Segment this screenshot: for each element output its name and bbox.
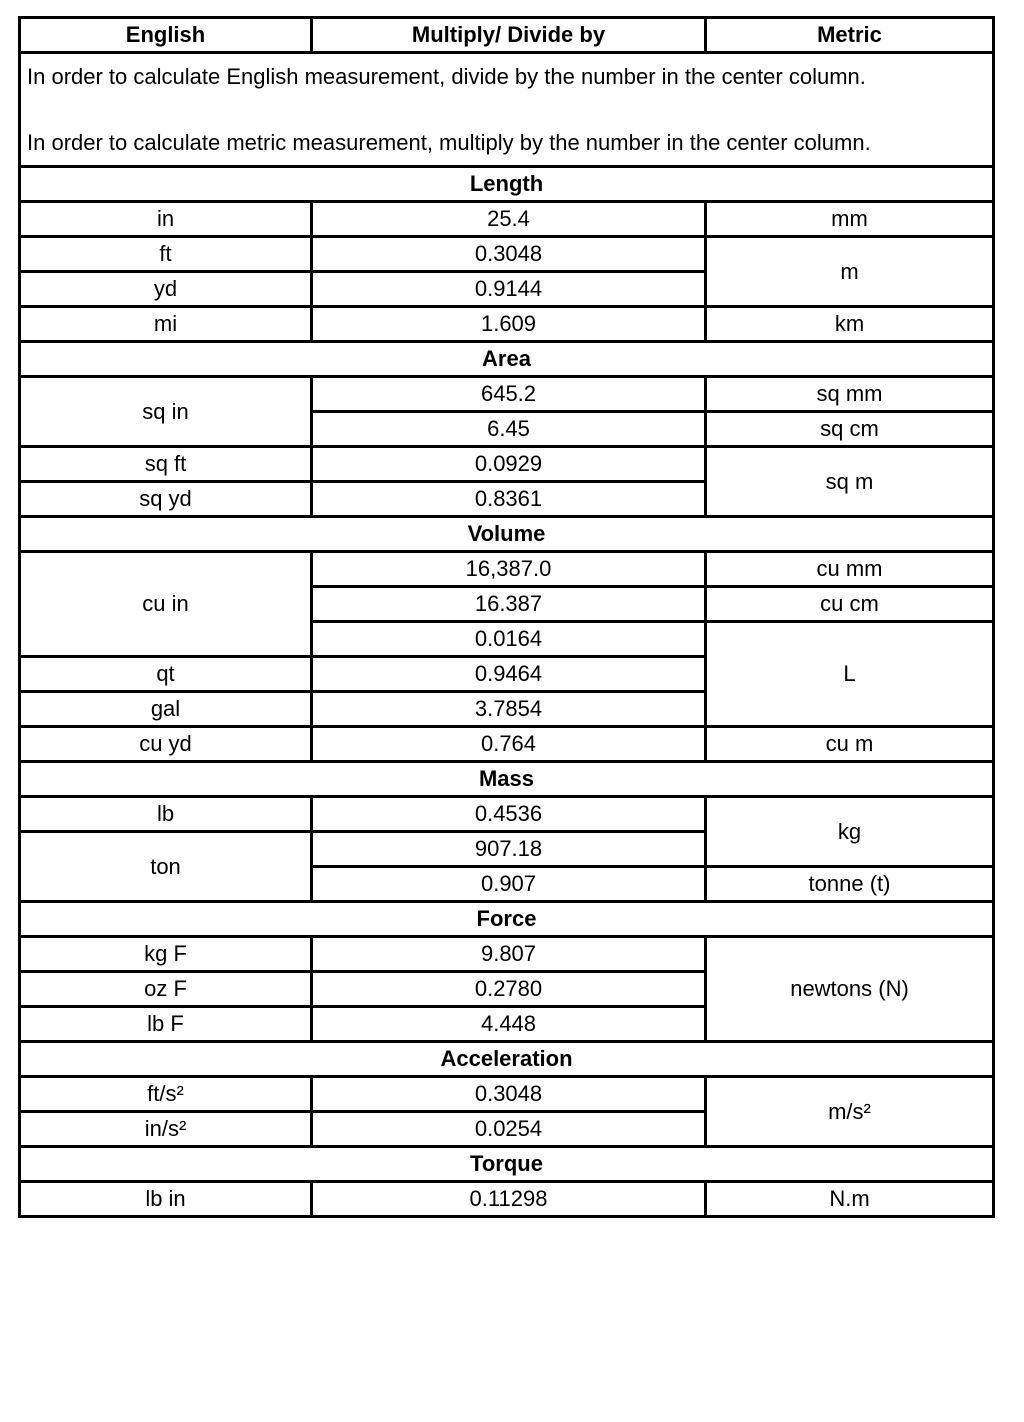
section-row <box>20 342 994 377</box>
english-unit: in/s² <box>20 1112 312 1147</box>
conversion-factor: 3.7854 <box>312 692 706 727</box>
metric-unit: L <box>706 622 994 727</box>
instruction-metric: In order to calculate metric measurement, multiply by the number in the center column. <box>27 130 871 155</box>
section-title-volume: Volume <box>20 517 994 552</box>
metric-unit: N.m <box>706 1182 994 1217</box>
metric-unit: sq m <box>706 447 994 517</box>
conversion-factor: 9.807 <box>312 937 706 972</box>
table-row <box>20 1077 994 1112</box>
table-row <box>20 797 994 832</box>
table-row <box>20 1182 994 1217</box>
metric-unit: cu mm <box>706 552 994 587</box>
english-unit: sq in <box>20 377 312 447</box>
table-row <box>20 447 994 482</box>
conversion-factor: 0.9144 <box>312 272 706 307</box>
conversion-factor: 0.2780 <box>312 972 706 1007</box>
conversion-factor: 0.8361 <box>312 482 706 517</box>
english-unit: cu in <box>20 552 312 657</box>
conversion-factor: 0.3048 <box>312 1077 706 1112</box>
section-title-length: Length <box>20 167 994 202</box>
english-unit: lb <box>20 797 312 832</box>
metric-unit: km <box>706 307 994 342</box>
english-unit: lb in <box>20 1182 312 1217</box>
table-row <box>20 237 994 272</box>
conversion-factor: 0.4536 <box>312 797 706 832</box>
metric-unit: m <box>706 237 994 307</box>
metric-unit: sq cm <box>706 412 994 447</box>
english-unit: ft/s² <box>20 1077 312 1112</box>
header-english: English <box>20 18 312 53</box>
section-row <box>20 1042 994 1077</box>
metric-unit: mm <box>706 202 994 237</box>
english-unit: sq ft <box>20 447 312 482</box>
metric-unit: sq mm <box>706 377 994 412</box>
conversion-factor: 1.609 <box>312 307 706 342</box>
metric-unit: cu m <box>706 727 994 762</box>
english-unit: yd <box>20 272 312 307</box>
section-title-torque: Torque <box>20 1147 994 1182</box>
conversion-factor: 0.0164 <box>312 622 706 657</box>
conversion-factor: 16.387 <box>312 587 706 622</box>
conversion-factor: 4.448 <box>312 1007 706 1042</box>
table-row <box>20 377 994 412</box>
table-row <box>20 937 994 972</box>
metric-unit: tonne (t) <box>706 867 994 902</box>
table-row <box>20 552 994 587</box>
english-unit: in <box>20 202 312 237</box>
conversion-table <box>18 16 995 1218</box>
conversion-factor: 0.3048 <box>312 237 706 272</box>
table-row <box>20 727 994 762</box>
section-row <box>20 1147 994 1182</box>
conversion-factor: 0.0254 <box>312 1112 706 1147</box>
header-metric: Metric <box>706 18 994 53</box>
conversion-factor: 6.45 <box>312 412 706 447</box>
section-title-acceleration: Acceleration <box>20 1042 994 1077</box>
conversion-factor: 25.4 <box>312 202 706 237</box>
conversion-factor: 0.11298 <box>312 1182 706 1217</box>
conversion-factor: 0.9464 <box>312 657 706 692</box>
english-unit: oz F <box>20 972 312 1007</box>
section-row <box>20 517 994 552</box>
english-unit: cu yd <box>20 727 312 762</box>
english-unit: mi <box>20 307 312 342</box>
section-title-mass: Mass <box>20 762 994 797</box>
english-unit: kg F <box>20 937 312 972</box>
english-unit: lb F <box>20 1007 312 1042</box>
conversion-factor: 0.764 <box>312 727 706 762</box>
section-row <box>20 762 994 797</box>
header-factor: Multiply/ Divide by <box>312 18 706 53</box>
conversion-factor: 0.0929 <box>312 447 706 482</box>
metric-unit: newtons (N) <box>706 937 994 1042</box>
section-row <box>20 167 994 202</box>
conversion-factor: 0.907 <box>312 867 706 902</box>
section-title-area: Area <box>20 342 994 377</box>
english-unit: gal <box>20 692 312 727</box>
conversion-factor: 907.18 <box>312 832 706 867</box>
english-unit: ft <box>20 237 312 272</box>
metric-unit: cu cm <box>706 587 994 622</box>
instructions-row <box>20 53 994 167</box>
table-row <box>20 202 994 237</box>
english-unit: qt <box>20 657 312 692</box>
table-row <box>20 307 994 342</box>
conversion-factor: 16,387.0 <box>312 552 706 587</box>
instruction-english: In order to calculate English measurement, divide by the number in the center column. <box>27 64 866 89</box>
metric-unit: m/s² <box>706 1077 994 1147</box>
english-unit: sq yd <box>20 482 312 517</box>
section-row <box>20 902 994 937</box>
metric-unit: kg <box>706 797 994 867</box>
header-row <box>20 18 994 53</box>
instructions-note <box>20 53 994 167</box>
conversion-factor: 645.2 <box>312 377 706 412</box>
english-unit: ton <box>20 832 312 902</box>
section-title-force: Force <box>20 902 994 937</box>
